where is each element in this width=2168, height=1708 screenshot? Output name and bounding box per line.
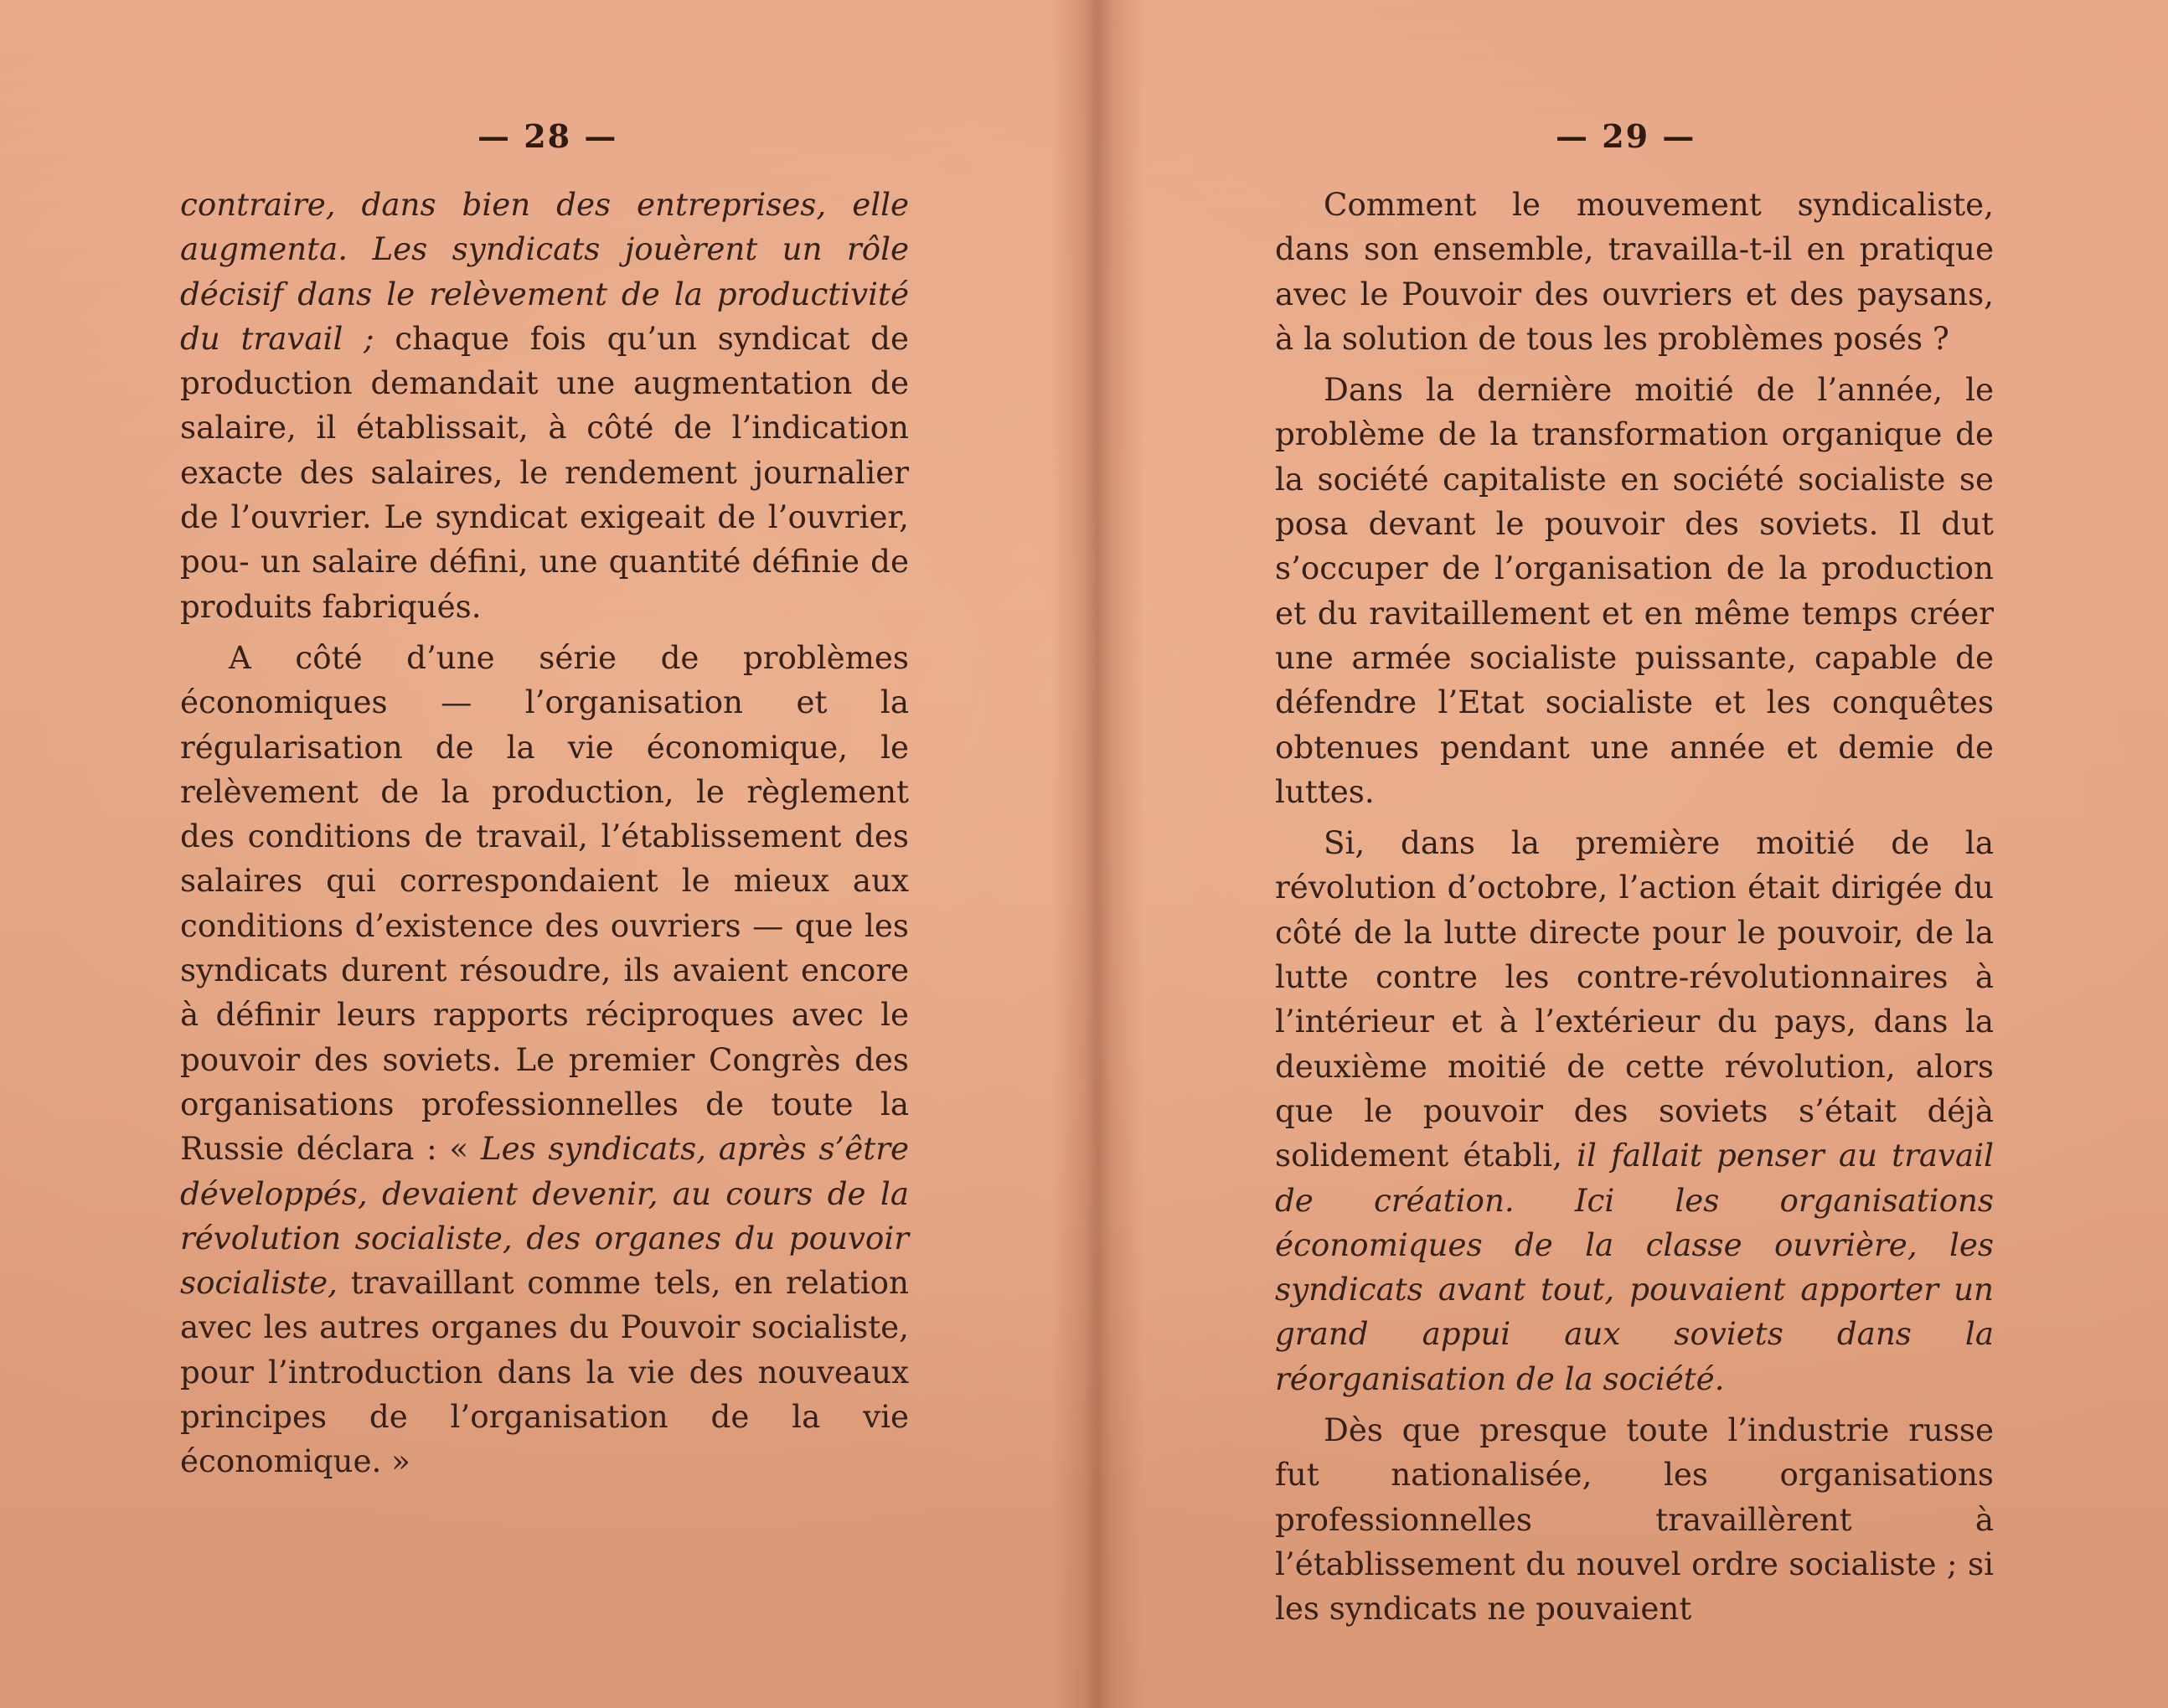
text-run: Si, dans la première moitié de la révolution d’octobre, l’action était dirigée du côté de la lutte directe pour le pouvoir, de la lutte contre les contre-révolutionnaires à l’intérieur et à l’extérieur du pays, dans la deuxième moitié de cette révolution, alors que le pouvoir des soviets s’était déjà solidement établi, — [1275, 824, 1994, 1174]
text-run: A côté d’une série de problèmes économiques — l’organisation et la régularisation de la vie économique, le relèvement de la production, le règlement des conditions de travail, l’établissement des salaires qui correspondaient le mieux aux conditions d’existence des ouvriers — que les syndicats durent résoudre, ils avaient encore à définir leurs rapports réciproques avec le pouvoir des soviets. Le premier Congrès des organisations professionnelles de toute la Russie déclara : « — [180, 638, 909, 1168]
paragraph — [1275, 368, 1994, 814]
text-run: Dès que presque toute l’industrie russe fut nationalisée, les organisations professionnelles travaillèrent à l’établissement du nouvel ordre socialiste ; si les syndicats ne pouvaient — [1275, 1411, 1994, 1628]
page-number-left: — 28 — — [477, 117, 618, 155]
paragraph — [180, 183, 909, 629]
text-run: chaque fois qu’un syndicat de production demandait une augmentation de salaire, il établissait, à côté de l’indication exacte des salaires, le rendement journalier de l’ouvrier. Le syndicat exigeait de l’ouvrier, pou- un salaire défini, une quantité définie de produits fabriqués. — [180, 319, 909, 625]
right-page — [1089, 0, 2168, 1708]
left-page-text — [180, 183, 909, 1491]
paragraph — [1275, 1408, 1994, 1631]
paragraph — [1275, 821, 1994, 1401]
text-run-italic: Les syndicats, après s’être développés, devaient devenir, au cours de la révolution socialiste, des organes du pouvoir socialiste, — [180, 1130, 909, 1302]
paragraph — [1275, 183, 1994, 361]
text-run: travaillant comme tels, en relation avec les autres organes du Pouvoir socialiste, pour l’introduction dans la vie des nouveaux principes de l’organisation de la vie économique. » — [180, 1264, 909, 1480]
text-run: Dans la dernière moitié de l’année, le problème de la transformation organique de la société capitaliste en société socialiste se posa devant le pouvoir des soviets. Il dut s’occuper de l’organisation de la production et du ravitaillement et en même temps créer une armée socialiste puissante, capable de défendre l’Etat socialiste et les conquêtes obtenues pendant une année et demie de luttes. — [1275, 371, 1994, 810]
paragraph — [180, 636, 909, 1484]
text-run-italic: contraire, dans bien des entreprises, elle augmenta. Les syndicats jouèrent un rôle décisif dans le relèvement de la productivité du travail ; — [180, 186, 909, 357]
page-number-right: — 29 — — [1556, 117, 1696, 155]
text-run: Comment le mouvement syndicaliste, dans son ensemble, travailla-t-il en pratique avec le Pouvoir des ouvriers et des paysans, à la solution de tous les problèmes posés ? — [1275, 186, 1994, 357]
right-page-text — [1275, 183, 1994, 1638]
text-run-italic: il fallait penser au travail de création. Ici les organisations économiques de la classe ouvrière, les syndicats avant tout, pouvaient apporter un grand appui aux soviets dans la réorganisation de la société. — [1275, 1137, 1994, 1397]
